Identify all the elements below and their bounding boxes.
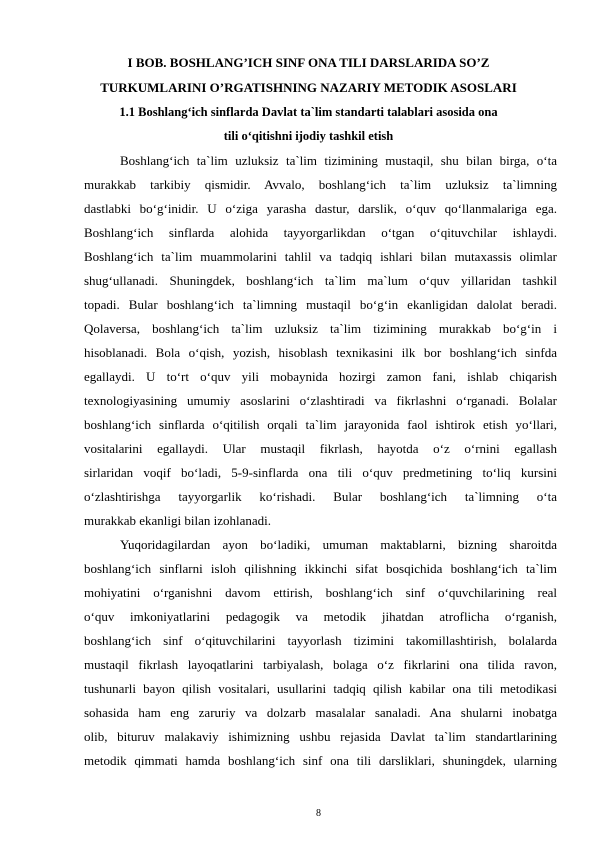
paragraph-line: o‘zlashtirishga tayyorgarlik ko‘rishadi. Bular boshlang‘ich ta`limning o‘ta bbox=[84, 489, 557, 504]
paragraph-line: Boshlang‘ich sinflarda alohida tayyorgarlikdan o‘tgan o‘qituvchilar ishlaydi. bbox=[84, 225, 557, 240]
paragraph-line: boshlang‘ich sinflarni isloh qilishning ikkinchi sifat bosqichida boshlang‘ich ta`lim bbox=[84, 561, 557, 576]
chapter-title-line1: I BOB. BOSHLANG’ICH SINF ONA TILI DARSLARIDA SO’Z bbox=[127, 55, 490, 70]
paragraph-line: murakkab ekanligi bilan izohlanadi. bbox=[84, 513, 271, 528]
paragraph-line: dastlabki bo‘g‘inidir. U o‘ziga yarasha dastur, darslik, o‘quv qo‘llanmalariga ega. bbox=[84, 201, 557, 216]
paragraph-line: Boshlang‘ich ta`lim uzluksiz ta`lim tizimining mustaqil, shu bilan birga, o‘ta bbox=[120, 153, 557, 168]
paragraph-line: topadi. Bular boshlang‘ich ta`limning mustaqil bo‘g‘in ekanligidan dalolat beradi. bbox=[84, 297, 557, 312]
paragraph-line: sohasida ham eng zaruriy va dolzarb masalalar sanaladi. Ana shularni inobatga bbox=[84, 705, 557, 720]
paragraph-line: tushunarli bayon qilish vositalari, usullarini tadqiq qilish kabilar ona tili metodikasi bbox=[84, 681, 557, 696]
section-title-line1: 1.1 Boshlang‘ich sinflarda Davlat ta`lim standarti talablari asosida ona bbox=[119, 105, 498, 119]
paragraph-line: metodik qimmati hamda boshlang‘ich sinf ona tili darsliklari, shuningdek, ularning bbox=[84, 753, 557, 768]
paragraph-line: Qolaversa, boshlang‘ich ta`lim uzluksiz ta`lim tizimining murakkab bo‘g‘in i bbox=[84, 321, 557, 336]
paragraph-line: texnologiyasining umumiy asoslarini o‘zlashtiradi va fikrlashni o‘rganadi. Bolalar bbox=[84, 393, 557, 408]
paragraph-line: sirlaridan voqif bo‘ladi, 5-9-sinflarda ona tili o‘quv predmetining to‘liq kursini bbox=[84, 465, 557, 480]
paragraph-line: Yuqoridagilardan ayon bo‘ladiki, umuman maktablarni, bizning sharoitda bbox=[120, 537, 557, 552]
paragraph-line: o‘quv imkoniyatlarini pedagogik va metodik jihatdan atroflicha o‘rganish, bbox=[84, 609, 557, 624]
paragraph-line: olib, bituruv malakaviy ishimizning ushbu rejasida Davlat ta`lim standartlarining bbox=[84, 729, 557, 744]
paragraph-line: hisoblanadi. Bola o‘qish, yozish, hisoblash texnikasini ilk bor boshlang‘ich sinfda bbox=[84, 345, 557, 360]
section-title-line2: tili o‘qitishni ijodiy tashkil etish bbox=[223, 129, 394, 143]
paragraph-line: boshlang‘ich sinflarda o‘qitilish orqali ta`lim jarayonida faol ishtirok etish yo‘llari, bbox=[84, 417, 557, 432]
paragraph-line: boshlang‘ich sinf o‘qituvchilarini tayyorlash tizimini takomillashtirish, bolalarda bbox=[84, 633, 557, 648]
paragraph-line: Boshlang‘ich ta`lim muammolarini tahlil va tadqiq ishlari bilan mutaxassis olimlar bbox=[84, 249, 557, 264]
paragraph-line: murakkab tarkibiy qismidir. Avvalo, boshlang‘ich ta`lim uzluksiz ta`limning bbox=[84, 177, 557, 192]
chapter-title-line2: TURKUMLARINI O’RGATISHNING NAZARIY METODIK ASOSLARI bbox=[100, 80, 517, 95]
paragraph-line: mustaqil fikrlash layoqatlarini tarbiyalash, bolaga o‘z fikrlarini ona tilida ravon, bbox=[84, 657, 557, 672]
page-number: 8 bbox=[316, 808, 321, 819]
paragraph-line: mohiyatini o‘rganishni davom ettirish, boshlang‘ich sinf o‘quvchilarining real bbox=[84, 585, 557, 600]
paragraph-line: shug‘ullanadi. Shuningdek, boshlang‘ich ta`lim ma`lum o‘quv yillaridan tashkil bbox=[84, 273, 557, 288]
paragraph-line: vositalarini egallaydi. Ular mustaqil fikrlash, hayotda o‘z o‘rnini egallash bbox=[84, 441, 557, 456]
paragraph-line: egallaydi. U to‘rt o‘quv yili mobaynida hozirgi zamon fani, ishlab chiqarish bbox=[84, 369, 557, 384]
